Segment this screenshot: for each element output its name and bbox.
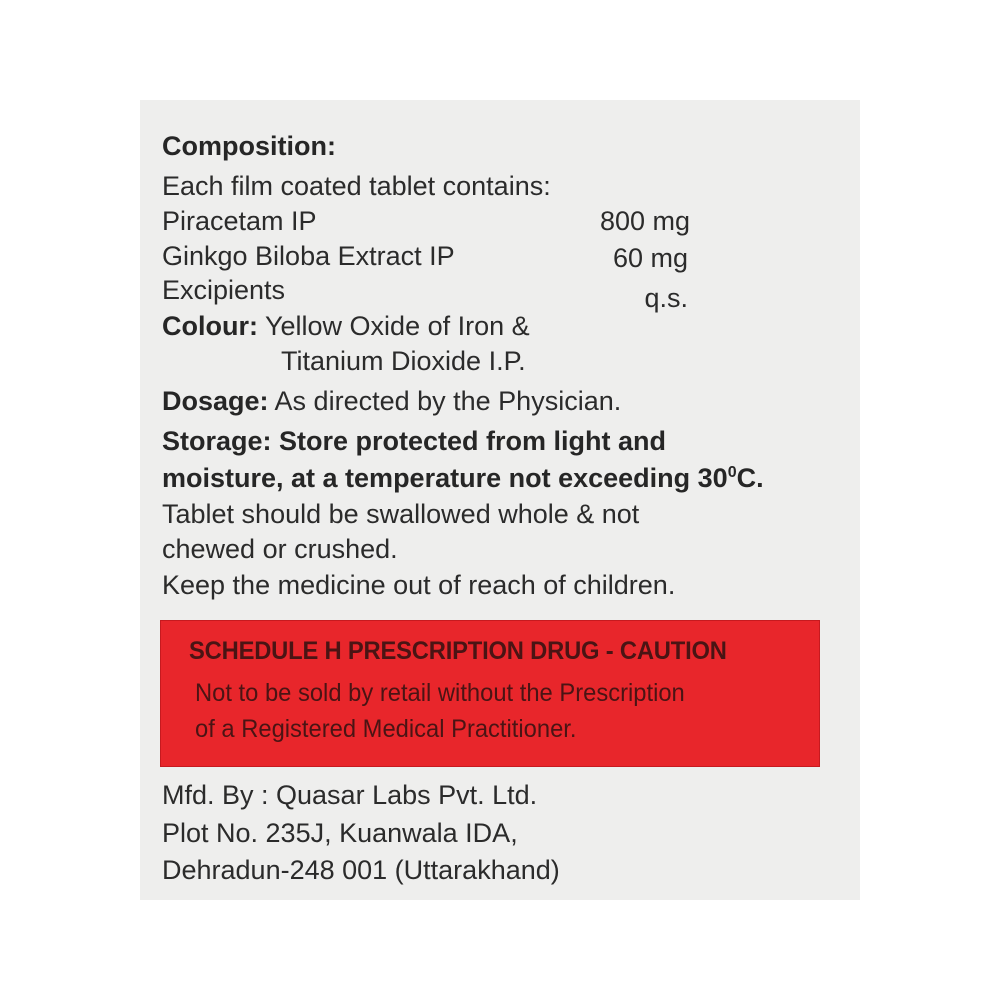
ingredient-amount: 800 mg	[599, 206, 690, 236]
warning-line: of a Registered Medical Practitioner.	[195, 715, 577, 743]
manufacturer-line: Mfd. By : Quasar Labs Pvt. Ltd.	[162, 780, 538, 810]
manufacturer-address-line: Plot No. 235J, Kuanwala IDA,	[162, 818, 518, 848]
storage-line-2	[162, 460, 764, 496]
manufacturer-address-line: Dehradun-248 001 (Uttarakhand)	[162, 855, 560, 885]
instruction-line: Keep the medicine out of reach of children.	[162, 570, 676, 600]
storage-line-1: Storage: Store protected from light and	[162, 426, 667, 456]
warning-line: Not to be sold by retail without the Prescription	[195, 679, 685, 707]
colour-line	[162, 308, 530, 344]
ingredient-amount: 60 mg	[612, 243, 688, 273]
ingredient-amount: q.s.	[644, 283, 688, 313]
ingredient-name: Ginkgo Biloba Extract IP	[162, 241, 455, 271]
dosage-line	[162, 383, 621, 419]
degree-symbol: 0	[727, 464, 737, 481]
dosage-label: Dosage:	[162, 386, 269, 416]
colour-label: Colour:	[162, 311, 258, 341]
warning-title: SCHEDULE H PRESCRIPTION DRUG - CAUTION	[189, 637, 727, 665]
instruction-line: Tablet should be swallowed whole & not	[162, 499, 640, 529]
instruction-line: chewed or crushed.	[162, 534, 398, 564]
composition-intro: Each film coated tablet contains:	[162, 171, 551, 201]
storage-text: moisture, at a temperature not exceeding 30	[162, 463, 728, 493]
ingredient-name: Excipients	[162, 275, 286, 305]
composition-heading: Composition:	[162, 131, 336, 161]
storage-unit: C.	[736, 463, 764, 493]
ingredient-name: Piracetam IP	[162, 206, 317, 236]
colour-text: Yellow Oxide of Iron &	[265, 311, 530, 341]
colour-text-line2: Titanium Dioxide I.P.	[281, 346, 526, 376]
dosage-text: As directed by the Physician.	[274, 386, 622, 416]
schedule-h-warning-box	[160, 620, 820, 767]
medicine-label-panel	[140, 100, 860, 900]
